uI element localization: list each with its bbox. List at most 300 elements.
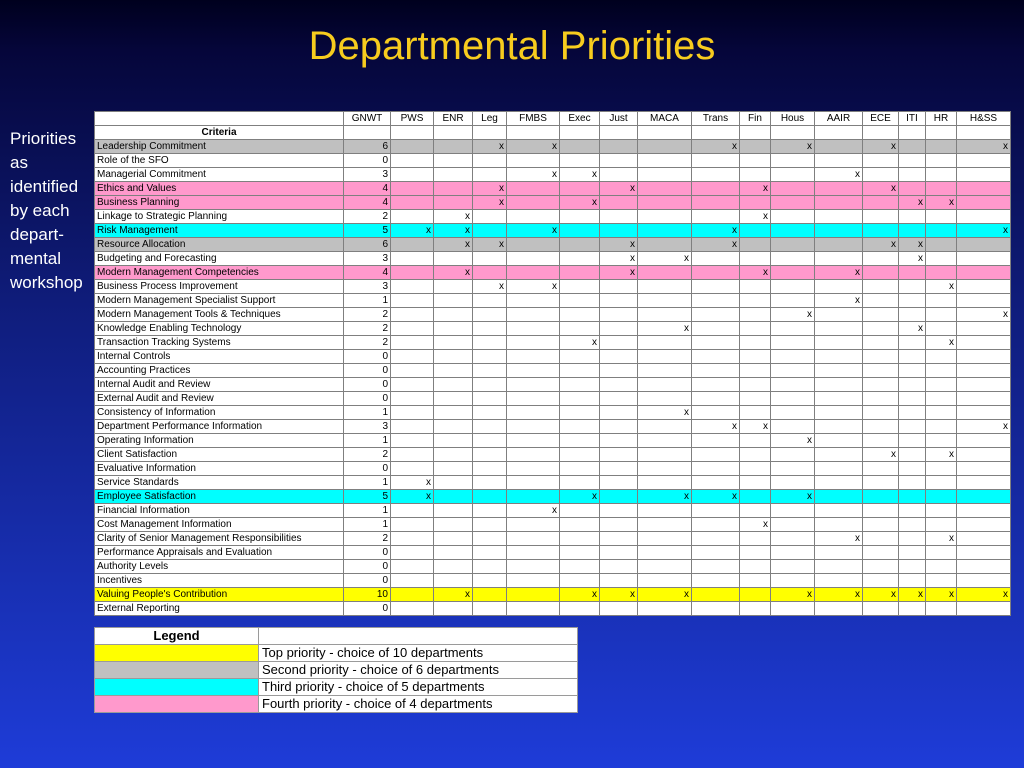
dept-mark: x <box>391 476 434 490</box>
dept-mark <box>507 532 560 546</box>
dept-mark <box>600 294 638 308</box>
dept-mark: x <box>692 224 740 238</box>
dept-mark <box>771 532 815 546</box>
dept-mark <box>600 210 638 224</box>
dept-mark <box>926 364 957 378</box>
dept-mark <box>638 392 692 406</box>
criteria-blank <box>771 126 815 140</box>
dept-mark <box>899 364 926 378</box>
dept-mark <box>771 420 815 434</box>
dept-mark: x <box>926 336 957 350</box>
dept-mark <box>957 252 1011 266</box>
dept-mark <box>692 210 740 224</box>
dept-mark <box>815 350 863 364</box>
header-dept: Leg <box>473 112 507 126</box>
dept-mark <box>600 574 638 588</box>
dept-mark <box>391 560 434 574</box>
dept-mark <box>926 476 957 490</box>
legend-row <box>95 662 578 679</box>
dept-mark: x <box>507 280 560 294</box>
dept-mark <box>391 420 434 434</box>
dept-mark <box>473 392 507 406</box>
dept-mark <box>692 378 740 392</box>
dept-mark <box>692 518 740 532</box>
dept-mark: x <box>507 168 560 182</box>
dept-mark <box>899 280 926 294</box>
dept-mark <box>740 280 771 294</box>
dept-mark <box>771 154 815 168</box>
dept-mark <box>473 154 507 168</box>
gnwt-count: 2 <box>344 322 391 336</box>
dept-mark <box>692 588 740 602</box>
dept-mark <box>957 546 1011 560</box>
dept-mark <box>638 154 692 168</box>
table-row <box>95 308 1011 322</box>
dept-mark <box>815 210 863 224</box>
dept-mark <box>391 546 434 560</box>
dept-mark <box>507 434 560 448</box>
table-row <box>95 210 1011 224</box>
dept-mark <box>507 392 560 406</box>
dept-mark <box>815 336 863 350</box>
dept-mark <box>600 392 638 406</box>
table-row <box>95 560 1011 574</box>
dept-mark <box>600 168 638 182</box>
dept-mark <box>434 560 473 574</box>
dept-mark <box>815 280 863 294</box>
header-dept: Just <box>600 112 638 126</box>
dept-mark <box>899 574 926 588</box>
dept-mark <box>957 378 1011 392</box>
gnwt-count: 4 <box>344 266 391 280</box>
dept-mark <box>507 210 560 224</box>
table-row <box>95 406 1011 420</box>
dept-mark <box>957 322 1011 336</box>
dept-mark <box>863 154 899 168</box>
dept-mark <box>434 602 473 616</box>
dept-mark: x <box>434 238 473 252</box>
dept-mark <box>600 490 638 504</box>
gnwt-count: 6 <box>344 238 391 252</box>
criteria-label: Evaluative Information <box>95 462 344 476</box>
dept-mark <box>863 490 899 504</box>
dept-mark <box>600 476 638 490</box>
dept-mark <box>391 252 434 266</box>
dept-mark <box>391 434 434 448</box>
gnwt-count: 0 <box>344 602 391 616</box>
dept-mark <box>771 560 815 574</box>
gnwt-count: 4 <box>344 182 391 196</box>
dept-mark <box>692 602 740 616</box>
dept-mark <box>863 294 899 308</box>
dept-mark <box>740 252 771 266</box>
dept-mark <box>600 336 638 350</box>
dept-mark: x <box>957 140 1011 154</box>
dept-mark <box>771 602 815 616</box>
side-note: Priorities as identified by each depart-mental workshop <box>10 129 83 292</box>
dept-mark <box>863 280 899 294</box>
dept-mark <box>473 378 507 392</box>
dept-mark <box>957 518 1011 532</box>
dept-mark: x <box>560 168 600 182</box>
dept-mark <box>473 574 507 588</box>
dept-mark <box>507 560 560 574</box>
dept-mark <box>926 546 957 560</box>
dept-mark <box>391 574 434 588</box>
dept-mark <box>560 448 600 462</box>
dept-mark <box>473 294 507 308</box>
dept-mark <box>692 266 740 280</box>
dept-mark <box>434 476 473 490</box>
dept-mark: x <box>560 588 600 602</box>
dept-mark <box>863 504 899 518</box>
dept-mark <box>740 462 771 476</box>
dept-mark <box>899 308 926 322</box>
dept-mark <box>560 518 600 532</box>
criteria-label: Consistency of Information <box>95 406 344 420</box>
dept-mark <box>692 336 740 350</box>
gnwt-count: 0 <box>344 154 391 168</box>
dept-mark <box>692 280 740 294</box>
dept-mark <box>638 448 692 462</box>
dept-mark <box>740 294 771 308</box>
table-row <box>95 434 1011 448</box>
dept-mark <box>926 434 957 448</box>
legend-swatch <box>95 679 259 696</box>
gnwt-count: 1 <box>344 406 391 420</box>
gnwt-count: 2 <box>344 210 391 224</box>
dept-mark: x <box>473 196 507 210</box>
dept-mark <box>692 392 740 406</box>
gnwt-count: 0 <box>344 378 391 392</box>
dept-mark <box>473 546 507 560</box>
criteria-blank <box>560 126 600 140</box>
dept-mark <box>863 210 899 224</box>
dept-mark <box>740 154 771 168</box>
dept-mark <box>899 140 926 154</box>
dept-mark <box>434 504 473 518</box>
dept-mark <box>600 280 638 294</box>
legend-swatch <box>95 696 259 713</box>
table-row <box>95 448 1011 462</box>
dept-mark <box>600 532 638 546</box>
dept-mark <box>926 406 957 420</box>
dept-mark <box>771 294 815 308</box>
dept-mark: x <box>434 224 473 238</box>
dept-mark <box>957 154 1011 168</box>
dept-mark <box>391 182 434 196</box>
dept-mark <box>507 196 560 210</box>
table-row <box>95 238 1011 252</box>
header-dept: Hous <box>771 112 815 126</box>
gnwt-count: 5 <box>344 490 391 504</box>
gnwt-count: 1 <box>344 504 391 518</box>
dept-mark <box>863 252 899 266</box>
dept-mark <box>815 518 863 532</box>
dept-mark <box>899 224 926 238</box>
dept-mark <box>926 168 957 182</box>
dept-mark <box>899 434 926 448</box>
dept-mark <box>507 154 560 168</box>
dept-mark: x <box>600 252 638 266</box>
dept-mark <box>434 336 473 350</box>
criteria-blank <box>507 126 560 140</box>
dept-mark: x <box>771 308 815 322</box>
criteria-label: Employee Satisfaction <box>95 490 344 504</box>
table-row <box>95 420 1011 434</box>
dept-mark <box>899 602 926 616</box>
dept-mark <box>638 364 692 378</box>
dept-mark <box>957 504 1011 518</box>
criteria-label: Business Planning <box>95 196 344 210</box>
dept-mark: x <box>473 280 507 294</box>
dept-mark <box>638 518 692 532</box>
dept-mark <box>473 490 507 504</box>
dept-mark <box>740 574 771 588</box>
criteria-label: Modern Management Competencies <box>95 266 344 280</box>
dept-mark <box>434 574 473 588</box>
header-gnwt: GNWT <box>344 112 391 126</box>
dept-mark <box>926 602 957 616</box>
dept-mark <box>771 252 815 266</box>
dept-mark <box>957 280 1011 294</box>
criteria-label: Ethics and Values <box>95 182 344 196</box>
dept-mark: x <box>740 420 771 434</box>
dept-mark <box>434 490 473 504</box>
dept-mark <box>638 266 692 280</box>
dept-mark <box>771 224 815 238</box>
dept-mark <box>507 238 560 252</box>
dept-mark: x <box>600 266 638 280</box>
dept-mark <box>473 336 507 350</box>
table-row <box>95 252 1011 266</box>
dept-mark: x <box>434 266 473 280</box>
dept-mark: x <box>507 504 560 518</box>
dept-mark <box>863 336 899 350</box>
dept-mark <box>957 602 1011 616</box>
dept-mark <box>560 546 600 560</box>
dept-mark: x <box>815 588 863 602</box>
dept-mark <box>815 238 863 252</box>
dept-mark <box>473 252 507 266</box>
dept-mark <box>692 154 740 168</box>
dept-mark <box>899 420 926 434</box>
dept-mark <box>507 378 560 392</box>
criteria-label: External Audit and Review <box>95 392 344 406</box>
dept-mark <box>740 532 771 546</box>
priorities-table <box>94 111 1011 616</box>
header-dept: MACA <box>638 112 692 126</box>
dept-mark <box>560 154 600 168</box>
dept-mark <box>815 504 863 518</box>
criteria-label: Modern Management Specialist Support <box>95 294 344 308</box>
dept-mark <box>434 168 473 182</box>
dept-mark <box>560 266 600 280</box>
dept-mark <box>473 210 507 224</box>
dept-mark <box>815 546 863 560</box>
dept-mark <box>391 154 434 168</box>
header-dept: PWS <box>391 112 434 126</box>
dept-mark <box>815 560 863 574</box>
dept-mark <box>815 252 863 266</box>
dept-mark <box>473 420 507 434</box>
dept-mark <box>638 378 692 392</box>
dept-mark <box>957 168 1011 182</box>
criteria-label: Budgeting and Forecasting <box>95 252 344 266</box>
table-row <box>95 588 1011 602</box>
dept-mark: x <box>899 588 926 602</box>
legend-title-blank <box>259 628 578 645</box>
criteria-blank <box>815 126 863 140</box>
dept-mark <box>926 504 957 518</box>
dept-mark <box>560 434 600 448</box>
dept-mark <box>771 392 815 406</box>
dept-mark <box>600 602 638 616</box>
dept-mark: x <box>473 238 507 252</box>
dept-mark: x <box>926 448 957 462</box>
dept-mark <box>560 210 600 224</box>
dept-mark <box>638 476 692 490</box>
dept-mark <box>473 504 507 518</box>
dept-mark <box>638 280 692 294</box>
dept-mark <box>740 364 771 378</box>
dept-mark <box>507 350 560 364</box>
dept-mark <box>926 462 957 476</box>
dept-mark <box>434 518 473 532</box>
dept-mark <box>863 350 899 364</box>
dept-mark <box>507 476 560 490</box>
dept-mark <box>740 140 771 154</box>
gnwt-count: 0 <box>344 350 391 364</box>
criteria-blank <box>957 126 1011 140</box>
dept-mark <box>815 154 863 168</box>
dept-mark <box>560 560 600 574</box>
table-row <box>95 462 1011 476</box>
dept-mark <box>391 364 434 378</box>
criteria-label: Knowledge Enabling Technology <box>95 322 344 336</box>
dept-mark <box>692 462 740 476</box>
dept-mark <box>391 504 434 518</box>
dept-mark <box>391 532 434 546</box>
dept-mark <box>863 224 899 238</box>
dept-mark <box>771 462 815 476</box>
dept-mark <box>863 602 899 616</box>
dept-mark <box>507 406 560 420</box>
criteria-label: Department Performance Information <box>95 420 344 434</box>
dept-mark <box>434 154 473 168</box>
dept-mark <box>899 406 926 420</box>
dept-mark <box>863 476 899 490</box>
dept-mark <box>771 364 815 378</box>
dept-mark <box>391 406 434 420</box>
legend-row <box>95 696 578 713</box>
criteria-blank <box>391 126 434 140</box>
header-blank <box>95 112 344 126</box>
table-row <box>95 504 1011 518</box>
dept-mark <box>957 476 1011 490</box>
legend-label: Second priority - choice of 6 departments <box>259 662 578 679</box>
dept-mark <box>391 294 434 308</box>
dept-mark <box>771 546 815 560</box>
dept-mark <box>740 350 771 364</box>
dept-mark: x <box>692 238 740 252</box>
criteria-label: Performance Appraisals and Evaluation <box>95 546 344 560</box>
dept-mark: x <box>560 336 600 350</box>
header-dept: AAIR <box>815 112 863 126</box>
dept-mark: x <box>560 490 600 504</box>
dept-mark <box>600 434 638 448</box>
dept-mark <box>957 294 1011 308</box>
dept-mark <box>815 602 863 616</box>
gnwt-count: 3 <box>344 168 391 182</box>
criteria-label: Managerial Commitment <box>95 168 344 182</box>
dept-mark <box>957 532 1011 546</box>
dept-mark <box>391 140 434 154</box>
dept-mark <box>863 168 899 182</box>
dept-mark: x <box>507 140 560 154</box>
dept-mark <box>692 252 740 266</box>
table-row <box>95 322 1011 336</box>
dept-mark <box>560 308 600 322</box>
table-row <box>95 602 1011 616</box>
dept-mark <box>434 420 473 434</box>
table-row <box>95 490 1011 504</box>
header-dept: ENR <box>434 112 473 126</box>
dept-mark <box>899 266 926 280</box>
dept-mark <box>957 210 1011 224</box>
criteria-label: Role of the SFO <box>95 154 344 168</box>
criteria-label: Financial Information <box>95 504 344 518</box>
dept-mark <box>740 490 771 504</box>
table-row <box>95 378 1011 392</box>
dept-mark <box>507 490 560 504</box>
table-row <box>95 364 1011 378</box>
dept-mark: x <box>600 588 638 602</box>
dept-mark: x <box>863 140 899 154</box>
dept-mark <box>434 546 473 560</box>
dept-mark <box>926 266 957 280</box>
dept-mark <box>957 336 1011 350</box>
dept-mark <box>815 308 863 322</box>
dept-mark <box>815 420 863 434</box>
dept-mark <box>600 322 638 336</box>
dept-mark: x <box>638 252 692 266</box>
dept-mark: x <box>740 182 771 196</box>
dept-mark <box>560 532 600 546</box>
criteria-blank <box>638 126 692 140</box>
dept-mark <box>638 602 692 616</box>
dept-mark <box>638 168 692 182</box>
criteria-label: Business Process Improvement <box>95 280 344 294</box>
dept-mark: x <box>771 490 815 504</box>
dept-mark <box>957 364 1011 378</box>
criteria-blank <box>740 126 771 140</box>
dept-mark <box>638 504 692 518</box>
dept-mark <box>926 154 957 168</box>
criteria-blank <box>899 126 926 140</box>
dept-mark <box>391 588 434 602</box>
dept-mark <box>434 350 473 364</box>
table-row <box>95 294 1011 308</box>
dept-mark <box>815 476 863 490</box>
dept-mark <box>815 448 863 462</box>
legend-label: Fourth priority - choice of 4 departments <box>259 696 578 713</box>
dept-mark: x <box>434 210 473 224</box>
dept-mark <box>507 252 560 266</box>
dept-mark <box>692 322 740 336</box>
dept-mark <box>638 546 692 560</box>
dept-mark <box>638 210 692 224</box>
